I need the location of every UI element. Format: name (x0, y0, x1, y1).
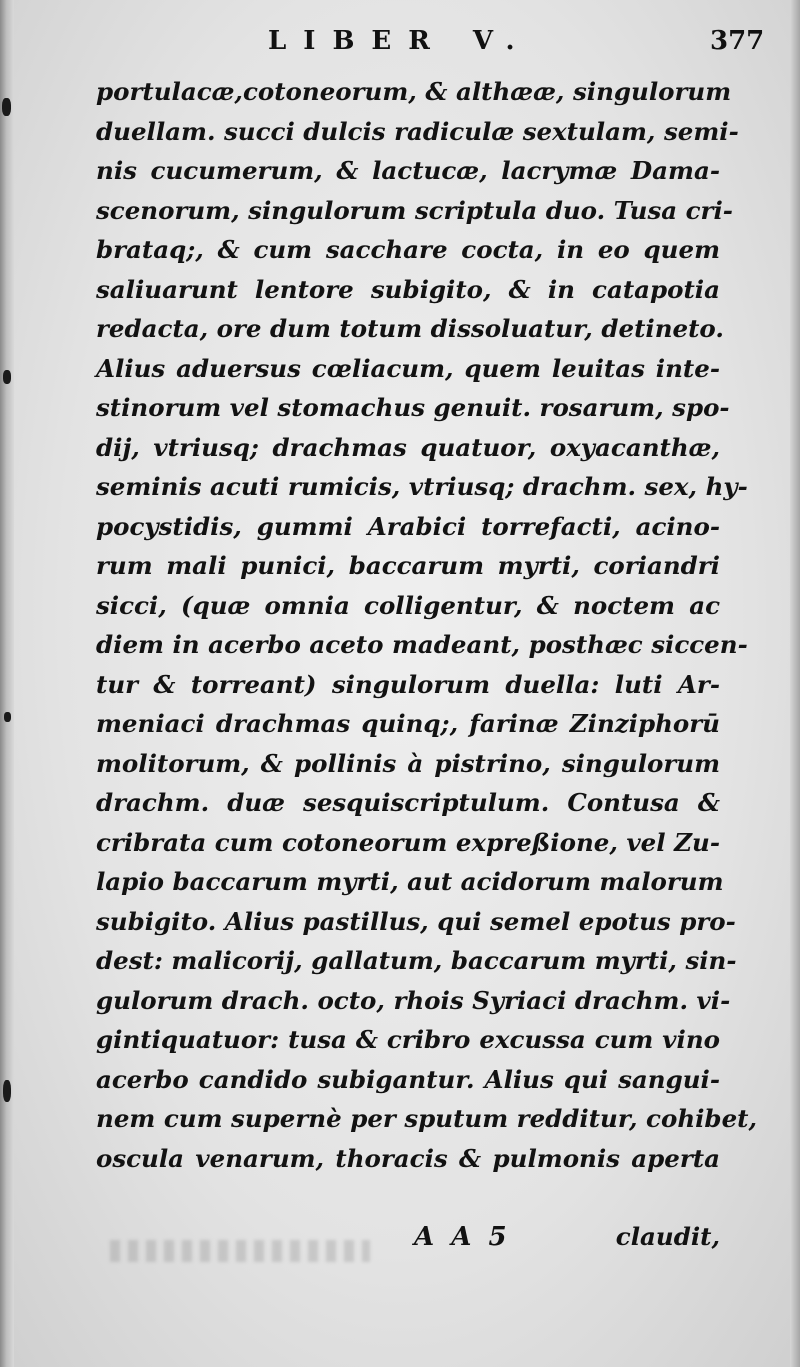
text-line: stinorum vel stomachus genuit. rosarum, spo- (96, 393, 730, 422)
text-line: seminis acuti rumicis, vtriusq; drachm. sex, hy- (96, 472, 748, 501)
signature-mark: A A 5 (414, 1222, 511, 1252)
text-line: nis cucumerum, & lactucæ, lacrymæ Dama- (96, 156, 720, 185)
text-line: diem in acerbo aceto madeant, posthæc siccen- (96, 630, 748, 659)
catchword: claudit, (615, 1222, 720, 1251)
text-line: meniaci drachmas quinq;, farinæ Zinziphorū (96, 709, 720, 738)
running-head (0, 22, 800, 62)
text-line: gintiquatuor: tusa & cribro excussa cum vino (96, 1025, 720, 1054)
body-text (96, 72, 757, 1178)
text-line: redacta, ore dum totum dissoluatur, detineto. (96, 314, 724, 343)
running-title: LIBER V. (268, 26, 532, 56)
page-gutter-shadow (0, 0, 14, 1367)
text-line: duellam. succi dulcis radiculæ sextulam, semi- (96, 116, 739, 146)
text-line: saliuarunt lentore subigito, & in catapotia (96, 274, 720, 304)
text-line: rum mali punici, baccarum myrti, coriandri (96, 551, 720, 580)
page-footer (96, 1222, 720, 1262)
text-line: subigito. Alius pastillus, qui semel epotus pro- (96, 906, 736, 936)
text-line: brataq;, & cum sacchare cocta, in eo quem (96, 235, 720, 264)
text-line: oscula venarum, thoracis & pulmonis aperta (96, 1143, 720, 1173)
text-line: acerbo candido subigantur. Alius qui sangui- (96, 1064, 720, 1094)
text-line: cribrata cum cotoneorum expreßione, vel Zu- (96, 827, 720, 857)
text-line: pocystidis, gummi Arabici torrefacti, acino- (96, 511, 720, 541)
text-line: sicci, (quæ omnia colligentur, & noctem ac (96, 590, 720, 620)
binding-mark (4, 712, 11, 722)
text-line: dij, vtriusq; drachmas quatuor, oxyacanthæ, (96, 432, 720, 462)
page-edge-shadow (790, 0, 800, 1367)
text-line: tur & torreant) singulorum duella: luti Ar- (96, 669, 720, 699)
text-line: Alius aduersus cœliacum, quem leuitas inte- (96, 353, 720, 383)
text-line: nem cum supernè per sputum redditur, cohibet, (96, 1104, 757, 1133)
binding-mark (2, 98, 11, 116)
text-line: portulacæ,cotoneorum, & althææ, singulorum (96, 77, 732, 106)
text-line: molitorum, & pollinis à pistrino, singulorum (96, 748, 720, 778)
binding-mark (3, 370, 11, 384)
text-line: dest: malicorij, gallatum, baccarum myrti, sin- (96, 946, 737, 975)
text-line: drachm. duæ sesquiscriptulum. Contusa & (96, 788, 720, 817)
binding-mark (3, 1080, 11, 1102)
text-line: scenorum, singulorum scriptula duo. Tusa cri- (96, 195, 733, 225)
text-line: lapio baccarum myrti, aut acidorum malorum (96, 867, 724, 896)
text-line: gulorum drach. octo, rhois Syriaci drachm. vi- (96, 985, 731, 1015)
page-number: 377 (710, 26, 765, 56)
